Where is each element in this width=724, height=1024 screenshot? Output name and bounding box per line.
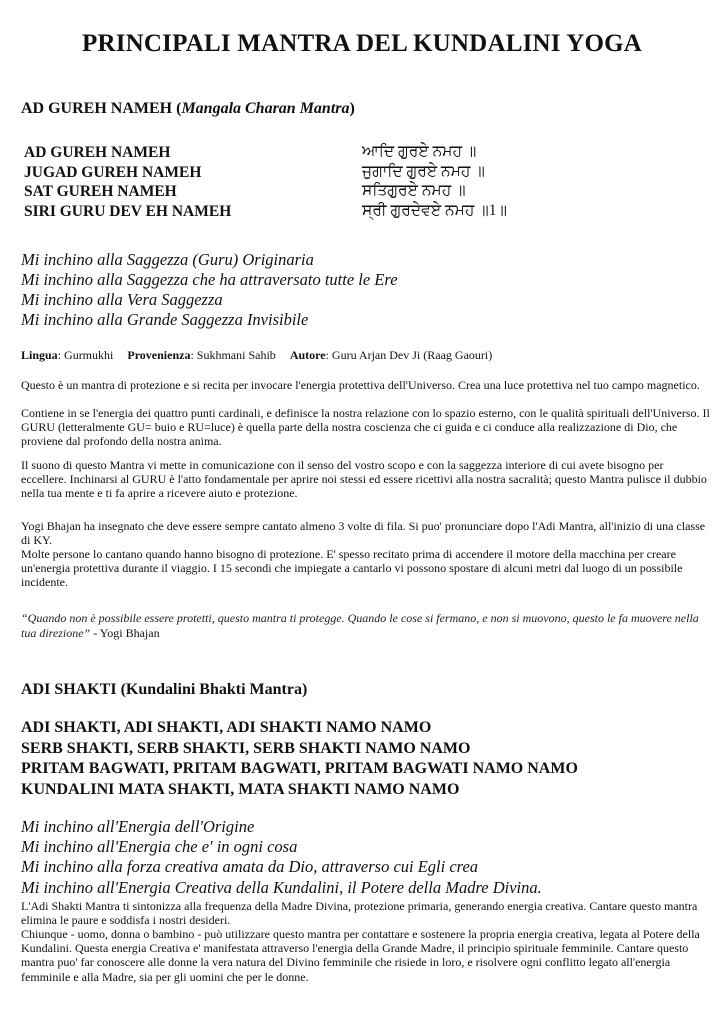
adi-shakti-translation-block: [21, 817, 542, 898]
mantra-line: SAT GUREH NAMEH: [24, 183, 177, 200]
translation-line: Mi inchino alla forza creativa amata da Dio, attraverso cui Egli crea: [21, 857, 479, 877]
quote-text: “Quando non è possibile essere protetti, questo mantra ti protegge. Quando le cose si fermano, e non si muovono, questo le fa muovere nella tua direzione”: [21, 611, 699, 640]
gurmukhi-lines: [362, 142, 507, 220]
body-paragraph: L'Adi Shakti Mantra ti sintonizza alla frequenza della Madre Divina, protezione primaria, generando energia creativa. Cantare questo mantra elimina le paure e soddisfa i nostri desideri.: [21, 899, 698, 928]
autore-value: : Guru Arjan Dev Ji (Raag Gaouri): [325, 348, 493, 362]
lingua-label: Lingua: [21, 348, 58, 362]
translation-block: [21, 250, 398, 330]
provenienza-value: : Sukhmani Sahib: [190, 348, 276, 362]
translation-line: Mi inchino all'Energia dell'Origine: [21, 817, 255, 836]
mantra-line: ADI SHAKTI, ADI SHAKTI, ADI SHAKTI NAMO NAMO: [21, 719, 432, 736]
mantra-line: SIRI GURU DEV EH NAMEH: [24, 202, 232, 220]
adi-shakti-mantra-lines: [21, 718, 578, 800]
translation-line: Mi inchino alla Grande Saggezza Invisibile: [21, 310, 309, 329]
heading-italic-text: Mangala Charan Mantra: [181, 100, 350, 117]
mantra-line: PRITAM BAGWATI, PRITAM BAGWATI, PRITAM BAGWATI NAMO NAMO: [21, 760, 578, 777]
mantra-line: SERB SHAKTI, SERB SHAKTI, SERB SHAKTI NAMO NAMO: [21, 739, 471, 757]
section-heading-ad-gureh-nameh: [21, 100, 355, 118]
body-paragraph: Yogi Bhajan ha insegnato che deve essere sempre cantato almeno 3 volte di fila. Si puo' pronunciare dopo l'Adi Mantra, all'inizio di una classe di KY.: [21, 519, 706, 548]
provenienza-label: Provenienza: [127, 348, 191, 362]
mantra-line: JUGAD GUREH NAMEH: [24, 163, 202, 181]
page-title: PRINCIPALI MANTRA DEL KUNDALINI YOGA: [81, 30, 643, 57]
mantra-line: AD GUREH NAMEH: [24, 144, 171, 161]
gurmukhi-line: ਆਦਿ ਗੁਰਏ ਨਮਹ ॥: [362, 143, 477, 160]
translation-line: Mi inchino alla Saggezza che ha attraversato tutte le Ere: [21, 270, 398, 289]
translation-line: Mi inchino alla Vera Saggezza: [21, 290, 223, 309]
heading-main-text: AD GUREH NAMEH (: [21, 100, 182, 117]
yogi-bhajan-quote: [21, 611, 711, 641]
lingua-value: : Gurmukhi: [57, 348, 114, 362]
body-paragraph: Il suono di questo Mantra vi mette in comunicazione con il senso del vostro scopo e con la saggezza interiore di cui avete bisogno per eccellere. Inchinarsi al GURU è l'atto fondamentale per aprire noi stessi ed essere ricettivi alla nostra sacralità; questo Mantra pulisce il dubbio nella tua mente e ti fa aprire a ricevere aiuto e protezione.: [21, 458, 707, 501]
mantra-lines: [24, 143, 231, 221]
gurmukhi-line: ਸ੍ਰੀ ਗੁਰਦੇਵਏ ਨਮਹ ॥1॥: [362, 201, 507, 219]
quote-author: - Yogi Bhajan: [90, 626, 160, 640]
translation-line: Mi inchino alla Saggezza (Guru) Originaria: [21, 250, 314, 269]
section-heading-adi-shakti: ADI SHAKTI (Kundalini Bhakti Mantra): [21, 681, 308, 698]
translation-line: Mi inchino all'Energia che e' in ogni cosa: [21, 837, 298, 857]
mantra-line: KUNDALINI MATA SHAKTI, MATA SHAKTI NAMO NAMO: [21, 780, 460, 798]
heading-close-text: ): [349, 100, 355, 117]
body-paragraph: Questo è un mantra di protezione e si recita per invocare l'energia protettiva dell'Universo. Crea una luce protettiva nel tuo campo magnetico.: [21, 378, 700, 392]
translation-line: Mi inchino all'Energia Creativa della Kundalini, il Potere della Madre Divina.: [21, 877, 542, 897]
autore-label: Autore: [289, 348, 326, 362]
body-paragraph: Chiunque - uomo, donna o bambino - può utilizzare questo mantra per contattare e sostenere la propria energia creativa, legata al Potere della Kundalini. Questa energia Creativa e' manifestata attraverso l'energia della Grande Madre, il principio spirituale femminile. Cantare questo mantra puo' far conoscere alle donne la vera natura del Divino femminile che risiede in loro, e risolvere ogni conflitto legato all'energia femminile e alla Madre, sia per gli uomini che per le donne.: [21, 927, 700, 984]
gurmukhi-line: ਜੁਗਾਦਿ ਗੁਰਏ ਨਮਹ ॥: [362, 162, 485, 180]
body-paragraph: Molte persone lo cantano quando hanno bisogno di protezione. E' spesso recitato prima di accendere il motore della macchina per creare un'energia protettiva durante il viaggio. I 15 secondi che impiegate a cantarlo vi possono spostare di alcuni metri dal luogo di un possibile incidente.: [21, 547, 683, 590]
gurmukhi-line: ਸਤਿਗੁਰਏ ਨਮਹ ॥: [362, 182, 466, 199]
body-paragraph: Contiene in se l'energia dei quattro punti cardinali, e definisce la nostra relazione con lo spazio esterno, con le qualità spirituali dell'Universo. Il GURU (letteralmente GU= buio e RU=luce) è quella parte della nostra coscienza che ci guida e ci conduce alla realizzazione di Dio, che proviene dal profondo della nostra anima.: [21, 406, 710, 449]
mantra-metadata: [21, 348, 492, 363]
